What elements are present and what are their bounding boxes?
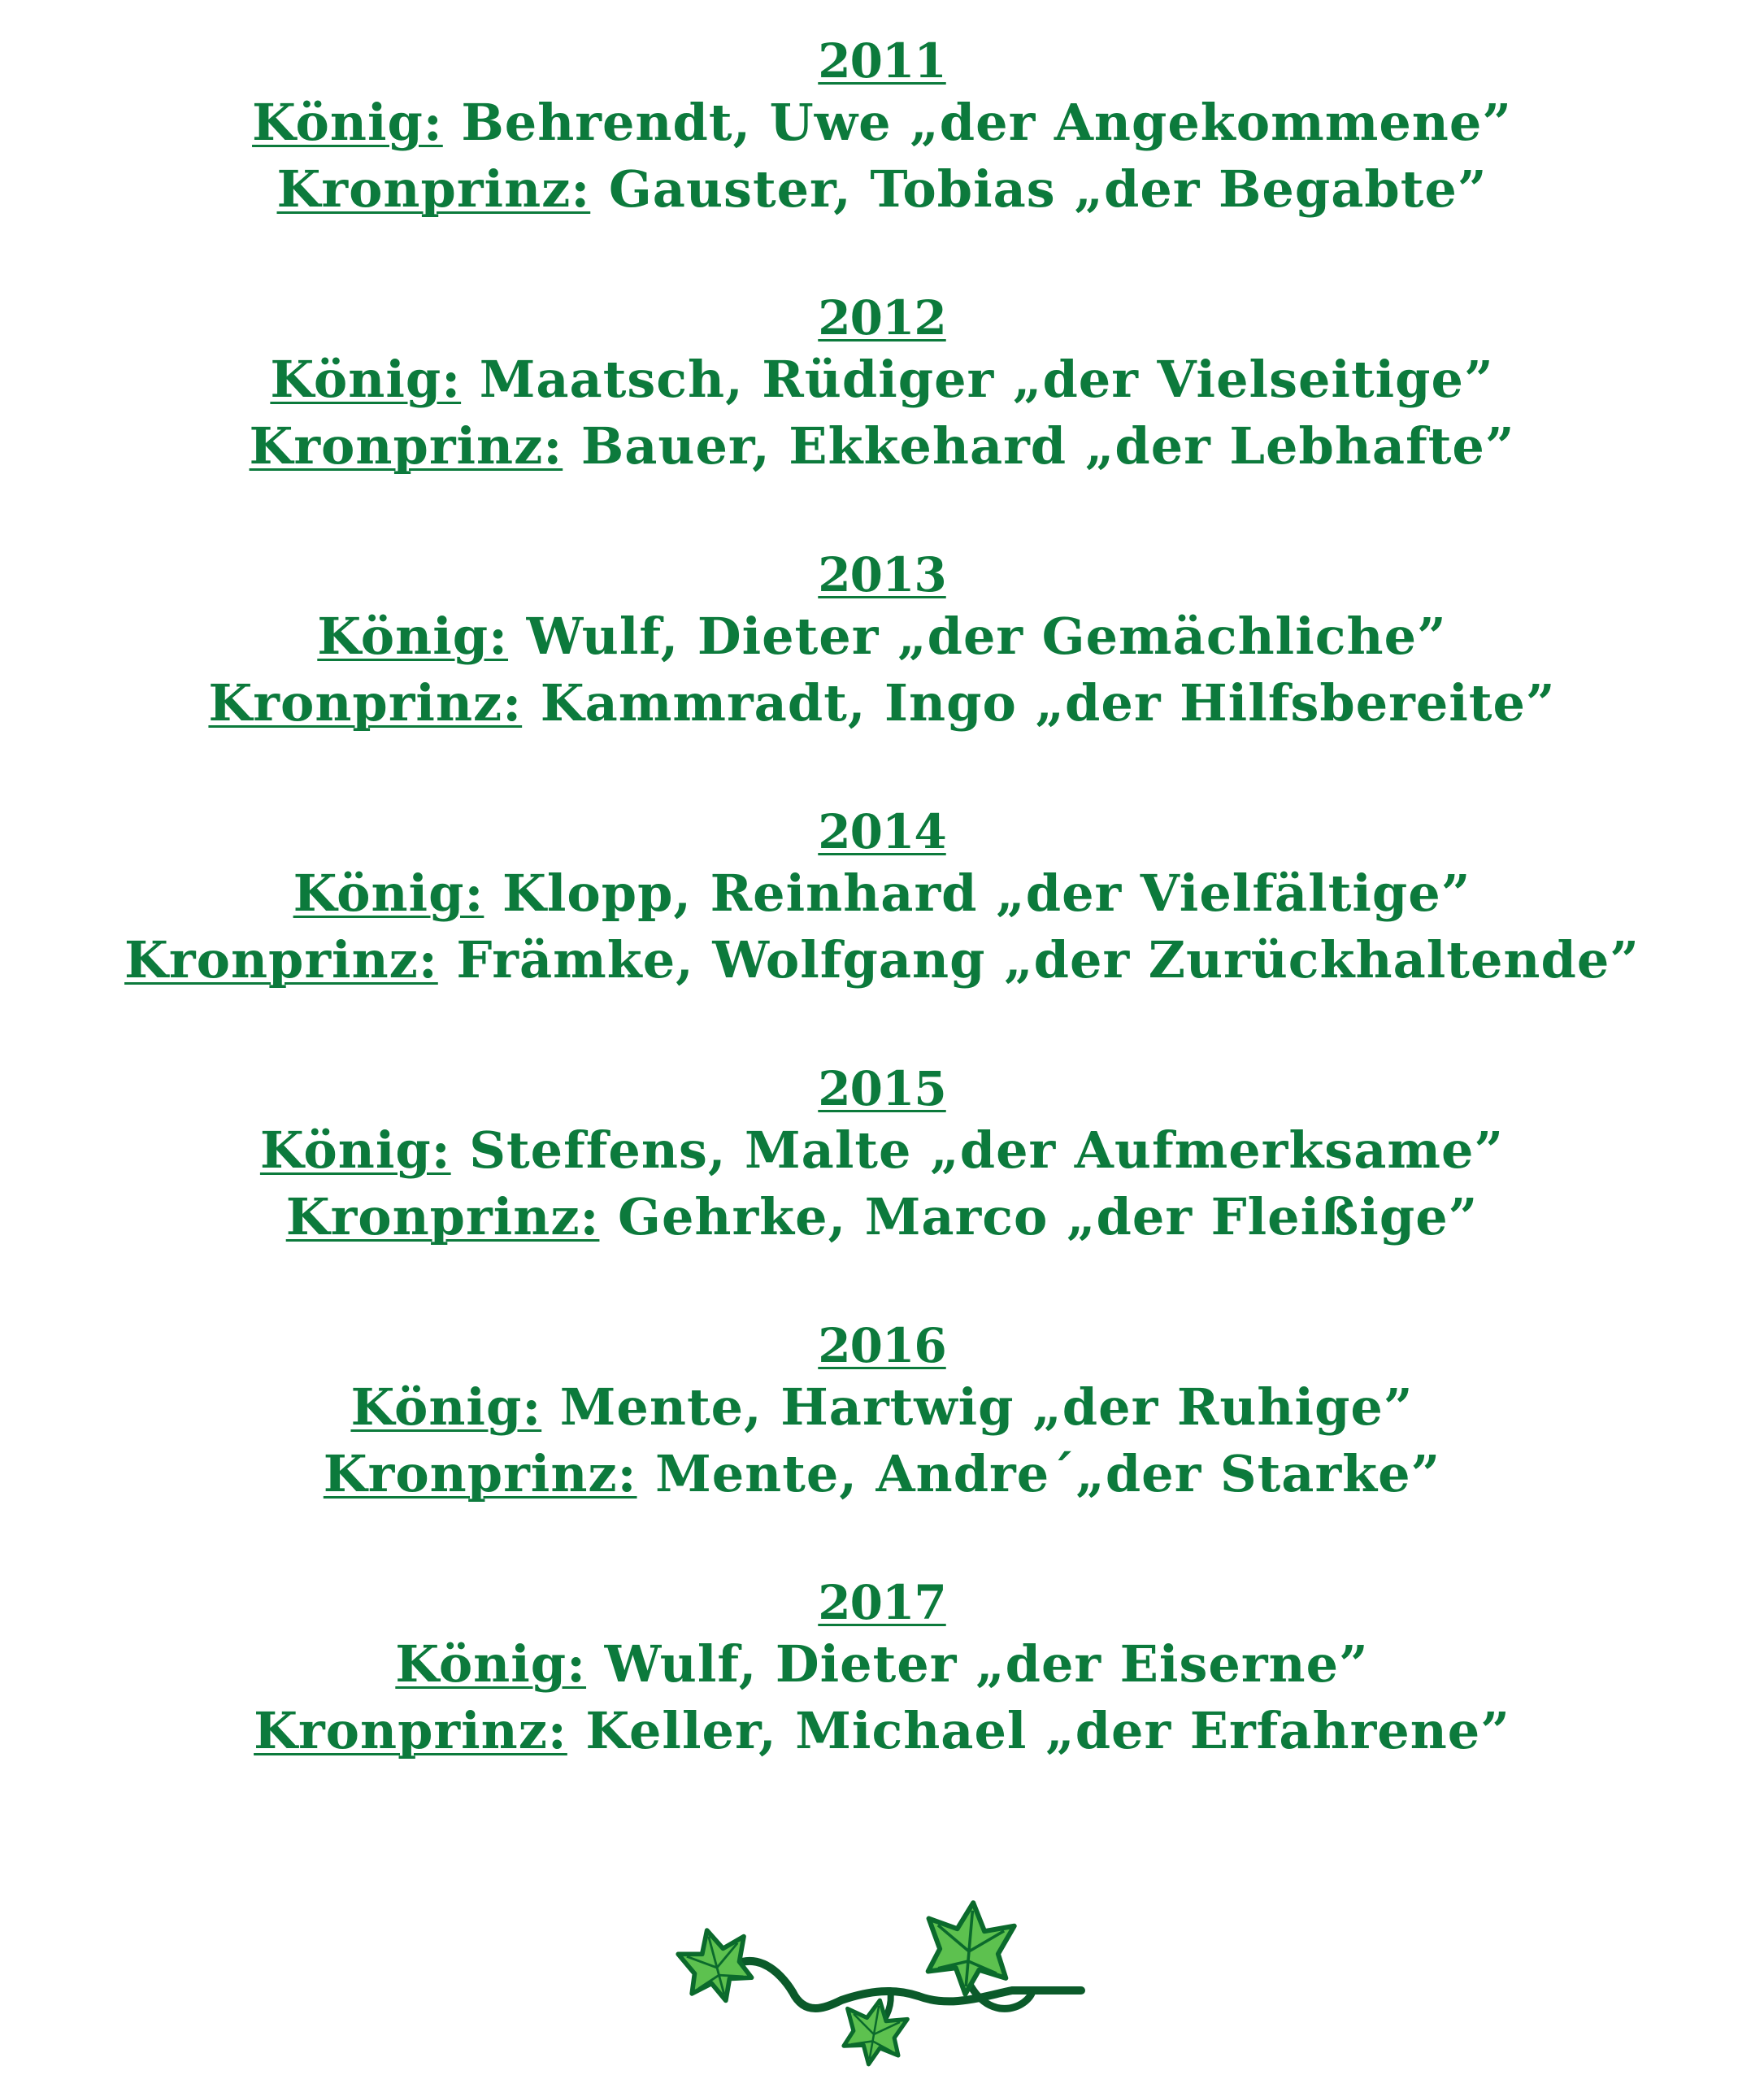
king-line: [0, 603, 1764, 670]
king-line: [0, 1631, 1764, 1698]
year-heading: 2017: [818, 1575, 946, 1630]
king-label: König:: [270, 350, 462, 409]
prince-name: Gauster, Tobias „der Begabte”: [608, 159, 1488, 219]
year-entry-2013: [0, 546, 1764, 737]
prince-line: [0, 1184, 1764, 1251]
year-heading: 2016: [818, 1318, 946, 1373]
king-line: [0, 89, 1764, 156]
king-line: [0, 1374, 1764, 1441]
prince-label: Kronprinz:: [285, 1187, 600, 1246]
prince-name: Keller, Michael „der Erfahrene”: [585, 1701, 1510, 1760]
year-entry-2012: [0, 289, 1764, 480]
prince-line: [0, 670, 1764, 737]
king-name: Behrendt, Uwe „der Angekommene”: [461, 93, 1512, 152]
year-heading: 2014: [818, 804, 946, 859]
prince-line: [0, 927, 1764, 994]
king-label: König:: [395, 1634, 587, 1694]
king-label: König:: [317, 607, 509, 666]
year-heading: 2013: [818, 547, 946, 602]
king-line: [0, 1117, 1764, 1184]
king-name: Steffens, Malte „der Aufmerksame”: [469, 1120, 1505, 1180]
prince-label: Kronprinz:: [249, 416, 563, 476]
year-heading: 2012: [818, 290, 946, 346]
prince-name: Gehrke, Marco „der Fleißige”: [618, 1187, 1479, 1246]
prince-name: Mente, Andre´„der Starke”: [655, 1444, 1441, 1503]
year-entry-2015: [0, 1060, 1764, 1251]
prince-label: Kronprinz:: [323, 1444, 637, 1503]
year-entry-2016: [0, 1317, 1764, 1507]
king-label: König:: [350, 1377, 542, 1437]
prince-label: Kronprinz:: [208, 673, 523, 733]
king-line: [0, 860, 1764, 927]
year-entry-2017: [0, 1574, 1764, 1764]
year-entry-2014: [0, 803, 1764, 994]
prince-label: Kronprinz:: [276, 159, 591, 219]
prince-line: [0, 413, 1764, 480]
king-name: Wulf, Dieter „der Eiserne”: [604, 1634, 1369, 1694]
leaf-bottom-icon: [839, 1995, 910, 2070]
ivy-vine-icon: [675, 1894, 1097, 2073]
prince-line: [0, 1698, 1764, 1764]
king-line: [0, 346, 1764, 413]
king-name: Wulf, Dieter „der Gemächliche”: [526, 607, 1447, 666]
king-name: Mente, Hartwig „der Ruhige”: [559, 1377, 1414, 1437]
prince-name: Bauer, Ekkehard „der Lebhafte”: [580, 416, 1515, 476]
prince-line: [0, 156, 1764, 223]
leaf-left-icon: [675, 1921, 758, 2009]
prince-name: Främke, Wolfgang „der Zurückhaltende”: [456, 930, 1640, 990]
leaf-top-icon: [923, 1899, 1016, 1999]
prince-label: Kronprinz:: [254, 1701, 567, 1760]
king-name: Maatsch, Rüdiger „der Vielseitige”: [479, 350, 1494, 409]
prince-name: Kammradt, Ingo „der Hilfsbereite”: [540, 673, 1556, 733]
king-label: König:: [293, 863, 484, 923]
king-label: König:: [259, 1120, 451, 1180]
year-heading: 2011: [818, 33, 946, 89]
prince-line: [0, 1441, 1764, 1507]
year-entry-2011: [0, 33, 1764, 223]
prince-label: Kronprinz:: [124, 930, 438, 990]
year-heading: 2015: [818, 1061, 946, 1116]
kings-list: [0, 33, 1764, 1831]
king-label: König:: [252, 93, 443, 152]
king-name: Klopp, Reinhard „der Vielfältige”: [502, 863, 1471, 923]
